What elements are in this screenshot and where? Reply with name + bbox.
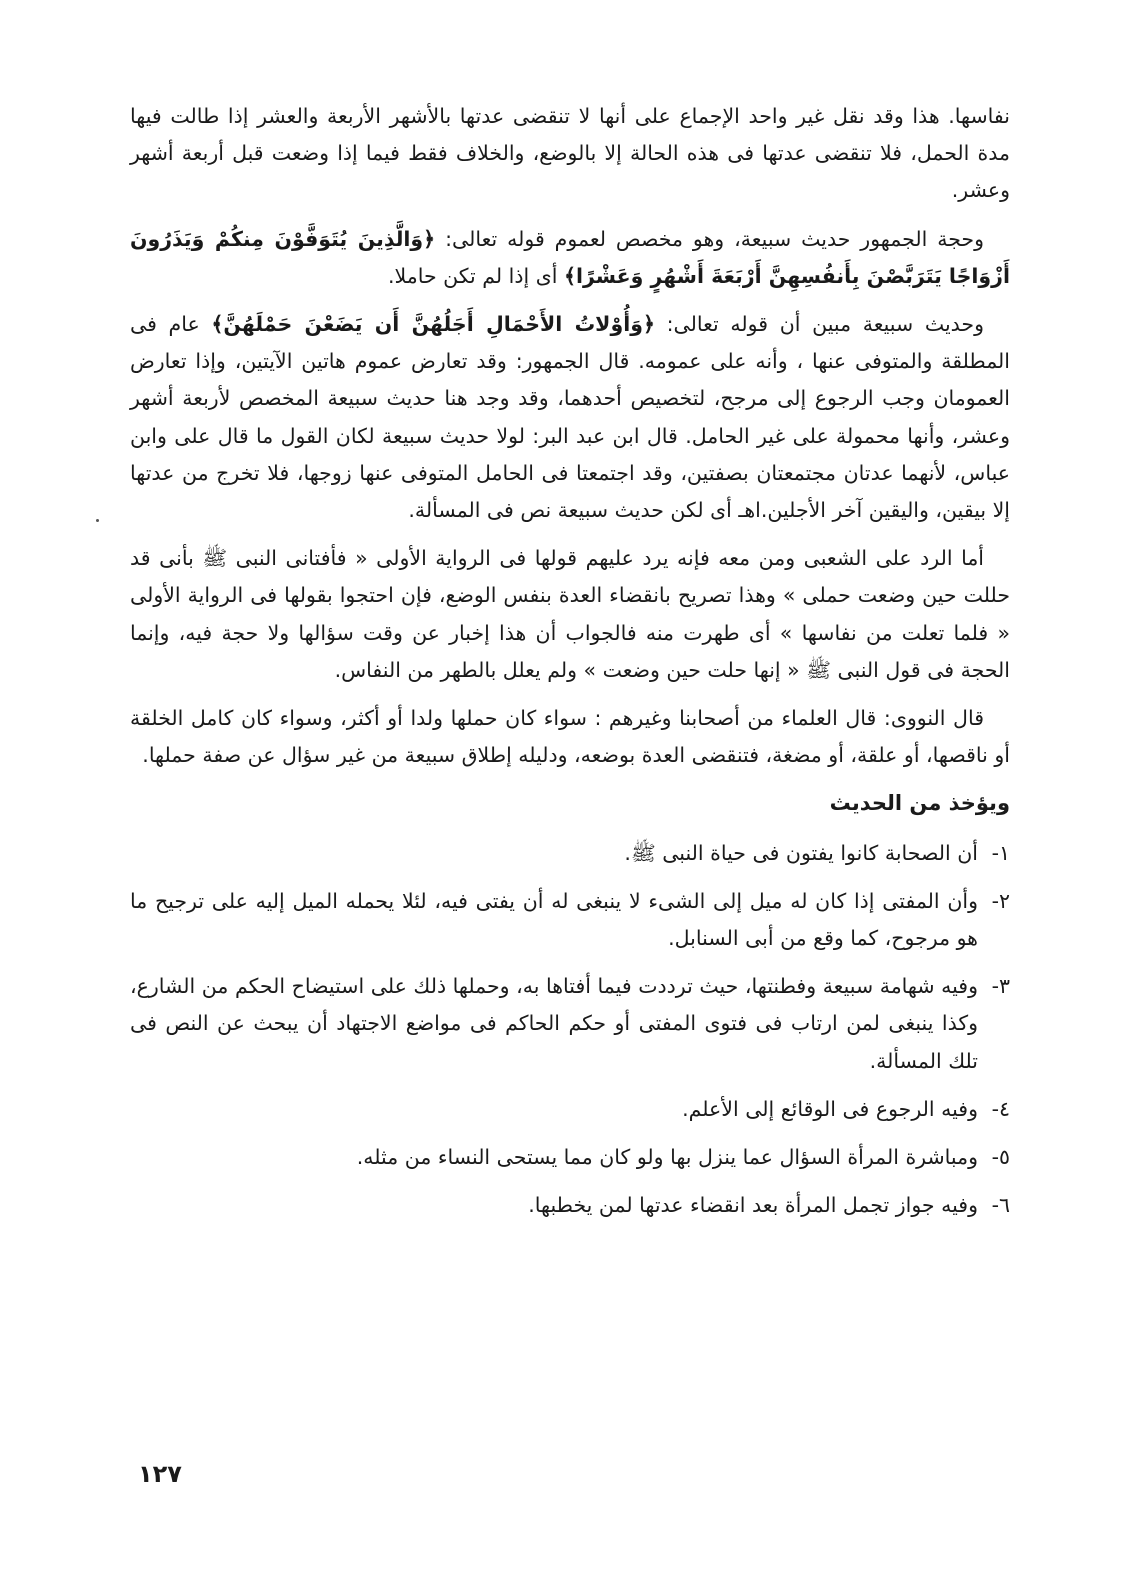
paragraph-1: نفاسها. هذا وقد نقل غير واحد الإجماع على أنها لا تنقضى عدتها بالأشهر الأربعة والعشر إذا طالت فيها مدة الحمل، فلا تنقضى عدتها فى هذه الحالة إلا بالوضع، والخلاف فقط فيما إذا وضعت قبل أربعة أشهر وعشر. [130,104,1010,203]
list-number: ٢- [991,888,1010,913]
list-text: وفيه الرجوع فى الوقائع إلى الأعلم. [682,1096,978,1121]
paragraph-3-tail: عام فى المطلقة والمتوفى عنها ، وأنه على عمومه. قال الجمهور: وقد تعارض عموم هاتين الآيتين، وإذا تعارض العمومان وجب الرجوع إلى مرجح، لتخصيص أحدهما، وقد وجد هنا حديث سبيعة المخصص لأربعة أشهر وعشر، وأنها محمولة على غير الحامل. قال ابن عبد البر: لولا حديث سبيعة لكان القول ما قال على وابن عباس، لأنهما عدتان مجتمعتان بصفتين، وقد اجتمعتا فى الحامل المتوفى عنها زوجها، فلا تخرج من عدتها إلا بيقين، واليقين آخر الأجلين.اهـ أى لكن حديث سبيعة نص فى المسألة. [130,312,1010,523]
quran-verse-1: ﴿وَالَّذِينَ يُتَوَفَّوْنَ مِنكُمْ وَيَذَرُونَ أَزْوَاجًا يَتَرَبَّصْنَ بِأَنفُسِهِنَّ أَرْبَعَةَ أَشْهُرٍ وَعَشْرًا﴾ [130,226,1010,288]
list-text: وفيه شهامة سبيعة وفطنتها، حيث ترددت فيما أفتاها به، وحملها ذلك على استيضاح الحكم من الشارع، وكذا ينبغى لمن ارتاب فى فتوى المفتى أو حكم الحاكم فى مواضع الاجتهاد أن يبحث عن النص فى تلك المسألة. [130,974,978,1073]
paragraph-4: أما الرد على الشعبى ومن معه فإنه يرد عليهم قولها فى الرواية الأولى « فأفتانى النبى ﷺ بأنى قد حللت حين وضعت حملى » وهذا تصريح بانقضاء العدة بنفس الوضع، فإن احتجوا بقولها فى الرواية الأولى « فلما تعلت من نفاسها » أى طهرت منه فالجواب أن هذا إخبار عن وقت سؤالها ولا حجة فيه، وإنما الحجة فى قول النبى ﷺ « إنها حلت حين وضعت » ولم يعلل بالطهر من النفاس. [130,546,1010,682]
paragraph-2-lead: وحجة الجمهور حديث سبيعة، وهو مخصص لعموم قوله تعالى: [435,226,984,251]
list-item [130,883,1010,957]
section-heading: ويؤخذ من الحديث [829,791,1010,816]
list-number: ٤- [991,1096,1010,1121]
page-number: ١٢٧ [138,1460,182,1488]
list-item [130,835,1010,872]
paragraph-5: قال النووى: قال العلماء من أصحابنا وغيرهم : سواء كان حملها ولدا أو أكثر، وسواء كان كامل الخلقة أو ناقصها، أو علقة، أو مضغة، فتنقضى العدة بوضعه، ودليله إطلاق سبيعة من غير سؤال عن صفة حملها. [130,706,1010,768]
page-body [130,98,1010,1235]
list-text: ومباشرة المرأة السؤال عما ينزل بها ولو كان مما يستحى النساء من مثله. [356,1145,978,1170]
paragraph-3 [130,306,1010,529]
list-text: أن الصحابة كانوا يفتون فى حياة النبى ﷺ. [624,840,978,865]
list-item [130,968,1010,1080]
quran-verse-2: ﴿وَأُوْلاتُ الأَحْمَالِ أَجَلُهُنَّ أَن يَضَعْنَ حَمْلَهُنَّ﴾ [211,312,655,337]
margin-speck [96,519,99,522]
list-number: ٥- [991,1145,1010,1170]
list-number: ١- [991,840,1010,865]
list-item [130,1091,1010,1128]
list-number: ٣- [991,974,1010,999]
list-item [130,1187,1010,1224]
lessons-list [130,835,1010,1225]
paragraph-2 [130,221,1010,295]
list-text: وأن المفتى إذا كان له ميل إلى الشىء لا ينبغى له أن يفتى فيه، لئلا يحمله الميل إليه على ترجيح ما هو مرجوح، كما وقع من أبى السنابل. [130,888,978,951]
paragraph-2-tail: أى إذا لم تكن حاملا. [387,263,564,288]
list-number: ٦- [991,1193,1010,1218]
paragraph-3-lead: وحديث سبيعة مبين أن قوله تعالى: [654,312,984,337]
list-text: وفيه جواز تجمل المرأة بعد انقضاء عدتها لمن يخطبها. [528,1193,978,1218]
list-item [130,1139,1010,1176]
